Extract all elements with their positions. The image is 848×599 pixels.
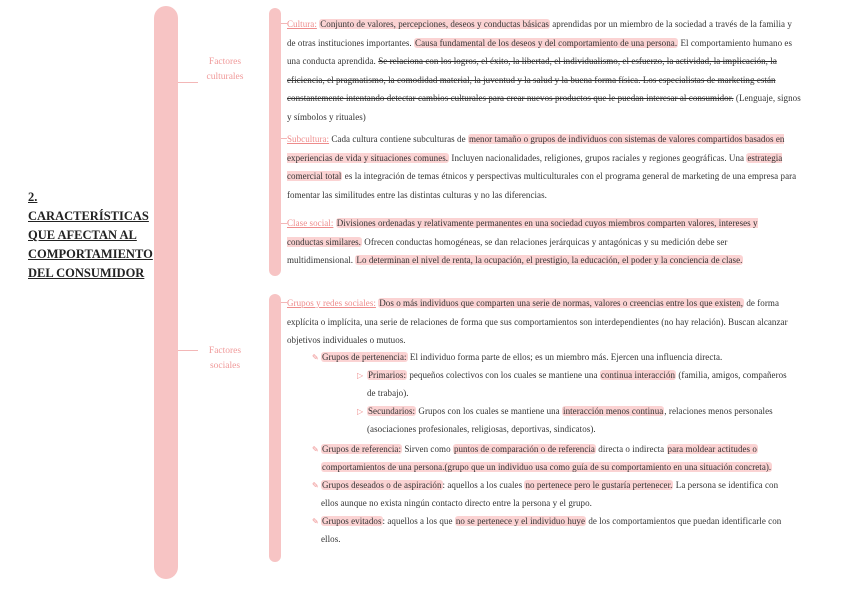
deseados-text-3: ellos aunque no exista ningún contacto directo entre la persona y el grupo. — [321, 498, 592, 508]
social-bracket-bar — [269, 294, 281, 562]
primarios-text-1: pequeños colectivos con los cuales se mantiene una — [409, 370, 598, 380]
clase-block — [287, 214, 795, 270]
cultura-strikethrough: Se relaciona con los logros, el éxito, la libertad, el individualismo, el esfuerzo, la actividad, la implicación, la eficiencia, el pragmatismo, la comodidad material, la juventud y la salud y la buena forma física. Los especialistas de marketing están constantemente intentando detectar cambios culturales para crear nuevos productos que le puedan interesar al consumidor. — [287, 56, 777, 103]
pin-icon: ✎ — [312, 445, 319, 454]
triangle-bullet-icon: ▷ — [357, 407, 364, 416]
evitados-text-2: de los comportamientos que puedan identificarle con — [588, 516, 782, 526]
primarios-text-2: (familia, amigos, compañeros — [678, 370, 787, 380]
subcultura-term: Subcultura: — [287, 134, 330, 144]
cultura-text-1: aprendidas por un miembro de la sociedad a través de la familia y de otras instituciones importantes. — [287, 19, 792, 48]
subcultura-highlight-2: estrategia comercial total — [287, 152, 783, 181]
clase-text-1: Ofrecen conductas homogéneas, se dan relaciones jerárquicas y antagónicas y su medición debe ser multidimensional. — [287, 236, 728, 265]
grupos-block — [287, 294, 811, 350]
secundarios-row — [357, 402, 773, 421]
primarios-highlight: continua interacción — [600, 370, 676, 380]
subcultura-highlight-1: menor tamaño o grupos de individuos con sistemas de valores compartidos basados en experiencias de vida y situaciones comunes. — [287, 134, 785, 163]
grupos-term: Grupos y redes sociales: — [287, 298, 376, 308]
triangle-bullet-icon: ▷ — [357, 371, 364, 380]
secundarios-highlight: interacción menos continua — [563, 406, 664, 416]
cultura-text-2: El comportamiento humano es una conducta aprendida. — [287, 37, 793, 66]
secundarios-term: Secundarios: — [368, 406, 416, 416]
pin-icon: ✎ — [312, 481, 319, 490]
secundarios-text-3: (asociaciones profesionales, religiosas, deportivas, sindicatos). — [367, 424, 596, 434]
connector-social — [178, 350, 198, 351]
subcultura-block — [287, 130, 801, 204]
pertenencia-text: El individuo forma parte de ellos; es un miembro más. Ejercen una influencia directa. — [409, 352, 723, 362]
deseados-text-2: La persona se identifica con — [675, 480, 779, 490]
cultura-text-3: (Lenguaje, signos y símbolos y rituales) — [287, 93, 801, 122]
referencia-highlight-2: para moldear actitudes o — [667, 444, 757, 454]
evitados-highlight: no se pertenece y el individuo huye — [455, 516, 586, 526]
referencia-highlight-1: puntos de comparación o de referencia — [453, 444, 595, 454]
subcultura-text-2: Incluyen nacionalidades, religiones, grupos raciales y regiones geográficas. Una — [451, 152, 745, 163]
deseados-text-1: : aquellos a los cuales — [442, 480, 523, 490]
cultura-block — [287, 15, 801, 126]
clase-highlight-2: Lo determinan el nivel de renta, la ocupación, el prestigio, la educación, el poder y la conciencia de clase. — [356, 255, 743, 265]
evitados-row-2 — [321, 530, 341, 548]
cultura-definition: Conjunto de valores, percepciones, deseos y conductas básicas — [320, 19, 549, 29]
pertenencia-term: Grupos de pertenencia: — [322, 352, 407, 362]
pin-icon: ✎ — [312, 353, 319, 362]
deseados-row — [312, 476, 778, 495]
cultural-bracket-bar — [269, 8, 281, 276]
referencia-row-2 — [321, 458, 772, 476]
primarios-text-3: de trabajo). — [367, 388, 409, 398]
pin-icon: ✎ — [312, 517, 319, 526]
deseados-term: Grupos deseados o de aspiración — [322, 480, 442, 490]
grupos-text-1: de forma explícita o implícita, una serie de relaciones de forma que sus comportamientos son interdependientes (no hay relación). Buscan alcanzar objetivos individuales o mutuos. — [287, 298, 788, 345]
referencia-text-1: Sirven como — [404, 444, 451, 454]
grupos-highlight-1: Dos o más individuos que comparten una serie de normas, valores o creencias entre los que existen, — [379, 298, 744, 308]
main-title: 2. CARACTERÍSTICAS QUE AFECTAN AL COMPORTAMIENTO DEL CONSUMIDOR — [28, 190, 153, 280]
referencia-row — [312, 440, 758, 459]
subcultura-text-3: es la integración de temas étnicos y perspectivas multiculturales con el programa general de marketing de una empresa para fomentar las similitudes entre las distintas culturas y no las diferencias. — [287, 171, 797, 200]
evitados-row — [312, 512, 781, 531]
pertenencia-row — [312, 348, 722, 367]
evitados-term: Grupos evitados — [322, 516, 382, 526]
category-label-cultural: Factores culturales — [206, 57, 244, 82]
deseados-highlight: no pertenece pero le gustaría pertenecer. — [525, 480, 673, 490]
subcultura-text-1: Cada cultura contiene subculturas de — [331, 134, 466, 144]
referencia-highlight-3: comportamientos de una persona.(grupo que un individuo usa como guía de su comportamiento en una situación concreta). — [322, 462, 772, 472]
cultura-term: Cultura: — [287, 19, 317, 29]
deseados-row-2 — [321, 494, 592, 512]
clase-term: Clase social: — [287, 218, 334, 228]
evitados-text-3: ellos. — [321, 534, 341, 544]
connector-cultural — [178, 82, 198, 83]
primarios-row-2 — [367, 384, 409, 402]
secundarios-text-2: , relaciones menos personales — [664, 406, 773, 416]
primarios-term: Primarios: — [368, 370, 406, 380]
primarios-row — [357, 366, 787, 385]
evitados-text-1: : aquellos a los que — [382, 516, 453, 526]
secundarios-text-1: Grupos con los cuales se mantiene una — [418, 406, 560, 416]
referencia-text-2: directa o indirecta — [598, 444, 665, 454]
category-label-social: Factores sociales — [208, 346, 242, 371]
referencia-term: Grupos de referencia: — [322, 444, 402, 454]
main-bracket-bar — [154, 6, 178, 579]
secundarios-row-2 — [367, 420, 596, 438]
cultura-highlight-2: Causa fundamental de los deseos y del comportamiento de una persona. — [415, 37, 678, 48]
clase-highlight-1: Divisiones ordenadas y relativamente permanentes en una sociedad cuyos miembros comparten valores, intereses y conductas similares. — [287, 218, 758, 247]
